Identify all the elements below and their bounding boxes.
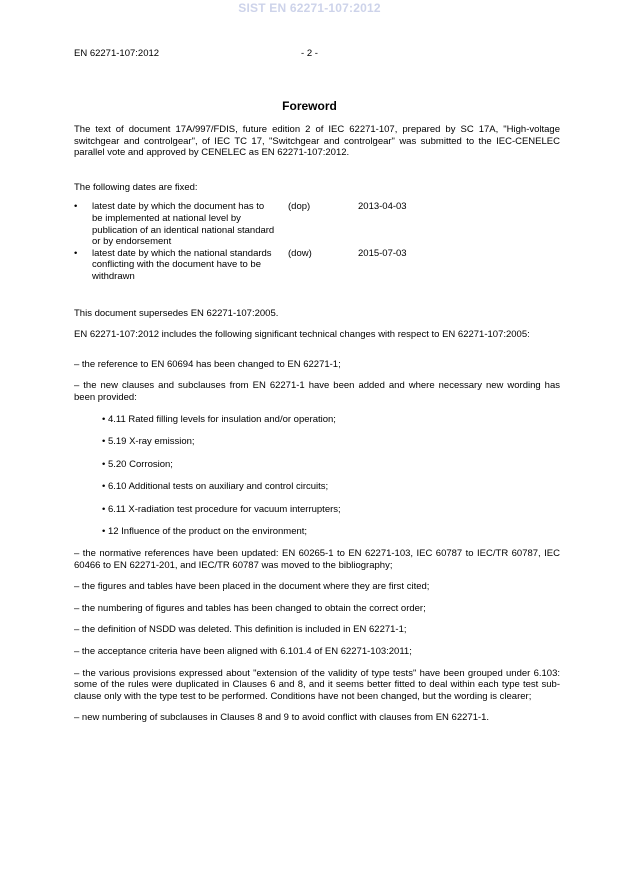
sub-clause-item: • 12 Influence of the product on the environment; bbox=[102, 526, 308, 538]
change-item: – the normative references have been updated: EN 60265-1 to EN 62271-103, IEC 60787 to IEC/TR 60787, IEC 60466 to EN 62271-201, and IEC/TR 60787 was moved to the bibliography; bbox=[74, 548, 560, 571]
date-item bbox=[74, 201, 560, 247]
date-value: 2013-04-03 bbox=[358, 201, 407, 213]
change-item: – the acceptance criteria have been aligned with 6.101.4 of EN 62271-103:2011; bbox=[74, 646, 412, 658]
intro-paragraph: The text of document 17A/997/FDIS, future edition 2 of IEC 62271-107, prepared by SC 17A, "High-voltage switchgear and controlgear", of IEC TC 17, "Switchgear and controlgear" was submitted to the IEC-CENELEC parallel vote and approved by CENELEC as EN 62271-107:2012. bbox=[74, 124, 560, 159]
header-doc-id: EN 62271-107:2012 bbox=[74, 48, 160, 59]
change-item: – the new clauses and subclauses from EN 62271-1 have been added and where necessary new wording has been provided: bbox=[74, 380, 560, 403]
sub-clause-item: • 5.20 Corrosion; bbox=[102, 458, 173, 470]
change-item: – the various provisions expressed about "extension of the validity of type tests" have been grouped under 6.103: some of the rules were duplicated in Clauses 6 and 8, and it seems better fitted to deal within each type test sub-clause only with the type test to be performed. Conditions have not been changed, but the wording is clearer; bbox=[74, 667, 560, 702]
dates-intro: The following dates are fixed: bbox=[74, 181, 198, 193]
watermark: SIST EN 62271-107:2012 bbox=[238, 1, 381, 15]
date-description: latest date by which the national standards conflicting with the document have to be withdrawn bbox=[92, 247, 272, 282]
date-item bbox=[74, 248, 560, 283]
foreword-body bbox=[74, 124, 560, 724]
sub-clause-item: • 4.11 Rated filling levels for insulation and/or operation; bbox=[102, 413, 336, 425]
change-item: – the definition of NSDD was deleted. This definition is included in EN 62271-1; bbox=[74, 624, 407, 636]
sub-clause-item: • 5.19 X-ray emission; bbox=[102, 436, 195, 448]
header-page-number: - 2 - bbox=[301, 48, 318, 59]
change-item: – the reference to EN 60694 has been changed to EN 62271-1; bbox=[74, 358, 341, 370]
change-item: – the figures and tables have been placed in the document where they are first cited; bbox=[74, 581, 430, 593]
bullet: • bbox=[74, 247, 78, 259]
page-title: Foreword bbox=[282, 99, 337, 113]
date-code: (dop) bbox=[288, 201, 311, 213]
change-item: – the numbering of figures and tables has been changed to obtain the correct order; bbox=[74, 602, 426, 614]
dates-list bbox=[74, 201, 560, 282]
bullet: • bbox=[74, 201, 78, 213]
change-item: – new numbering of subclauses in Clauses 8 and 9 to avoid conflict with clauses from EN 62271-1. bbox=[74, 712, 490, 724]
supersedes-paragraph: This document supersedes EN 62271-107:2005. bbox=[74, 307, 279, 319]
sub-clause-item: • 6.11 X-radiation test procedure for vacuum interrupters; bbox=[102, 503, 341, 515]
sub-clause-item: • 6.10 Additional tests on auxiliary and control circuits; bbox=[102, 481, 329, 493]
date-description: latest date by which the document has to be implemented at national level by publication of an identical national standard or by endorsement bbox=[92, 201, 275, 248]
changes-intro: EN 62271-107:2012 includes the following significant technical changes with respect to EN 62271-107:2005: bbox=[74, 329, 530, 341]
date-code: (dow) bbox=[288, 247, 312, 259]
sub-clause-list bbox=[74, 414, 560, 539]
date-value: 2015-07-03 bbox=[358, 247, 407, 259]
